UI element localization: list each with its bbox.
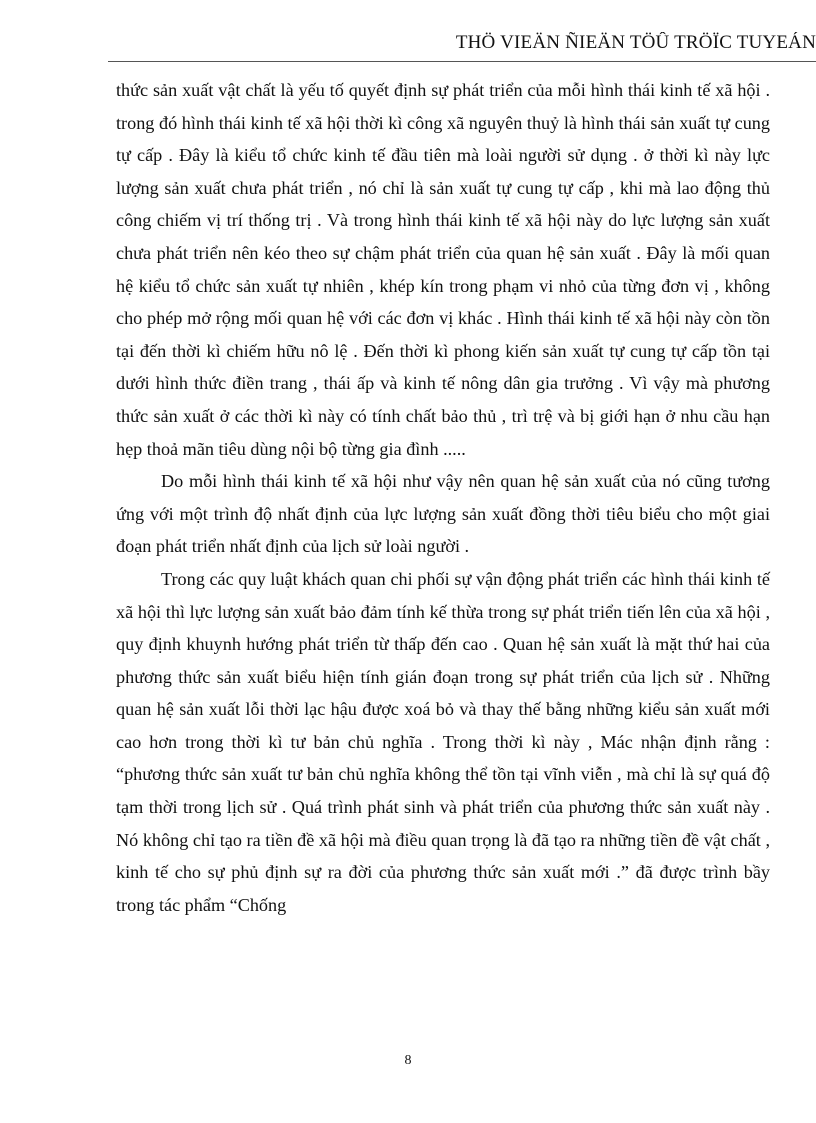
header-divider [108,61,816,62]
page-header: THÖ VIEÄN ÑIEÄN TÖÛ TRÖÏC TUYEÁN [455,32,816,53]
paragraph-1: thức sản xuất vật chất là yếu tố quyết định sự phát triển của mỗi hình thái kinh tế xã hội . trong đó hình thái kinh tế xã hội thời kì công xã nguyên thuỷ là hình thái sản xuất tự cung tự cấp . Đây là kiểu tổ chức kinh tế đầu tiên mà loài người sử dụng . ở thời kì này lực lượng sản xuất chưa phát triển , nó chỉ là sản xuất tự cung tự cấp , khi mà lao động thủ công chiếm vị trí thống trị . Và trong hình thái kinh tế xã hội này do lực lượng sản xuất chưa phát triển nên kéo theo sự chậm phát triển của quan hệ sản xuất . Đây là mối quan hệ kiểu tổ chức sản xuất tự nhiên , khép kín trong phạm vi nhỏ của từng đơn vị , không cho phép mở rộng mối quan hệ với các đơn vị khác . Hình thái kinh tế xã hội này còn tồn tại đến thời kì chiếm hữu nô lệ . Đến thời kì phong kiến sản xuất tự cung tự cấp tồn tại dưới hình thức điền trang , thái ấp và kinh tế nông dân gia trưởng . Vì vậy mà phương thức sản xuất ở các thời kì này có tính chất bảo thủ , trì trệ và bị giới hạn ở nhu cầu hạn hẹp thoả mãn tiêu dùng nội bộ từng gia đình ..... [116,80,770,459]
paragraph-2: Do mỗi hình thái kinh tế xã hội như vậy nên quan hệ sản xuất của nó cũng tương ứng với một trình độ nhất định của lực lượng sản xuất đồng thời tiêu biểu cho một giai đoạn phát triển nhất định của lịch sử loài người . [116,471,770,557]
page-body [116,74,770,921]
page-number: 8 [404,1053,412,1068]
paragraph-3: Trong các quy luật khách quan chi phối sự vận động phát triển các hình thái kinh tế xã hội thì lực lượng sản xuất bảo đảm tính kế thừa trong sự phát triển tiến lên của xã hội , quy định khuynh hướng phát triển từ thấp đến cao . Quan hệ sản xuất là mặt thứ hai của phương thức sản xuất biểu hiện tính gián đoạn trong sự phát triển của lịch sử . Những quan hệ sản xuất lỗi thời lạc hậu được xoá bỏ và thay thế bằng những kiểu sản xuất mới cao hơn trong thời kì tư bản chủ nghĩa . Trong thời kì này , Mác nhận định rằng : “phương thức sản xuất tư bản chủ nghĩa không thể tồn tại vĩnh viễn , mà chỉ là sự quá độ tạm thời trong lịch sử . Quá trình phát sinh và phát triển của phương thức sản xuất này . Nó không chỉ tạo ra tiền đề xã hội mà điều quan trọng là đã tạo ra những tiền đề vật chất , kinh tế cho sự phủ định sự ra đời của phương thức sản xuất mới .” đã được trình bầy trong tác phẩm “Chống [116,568,770,915]
